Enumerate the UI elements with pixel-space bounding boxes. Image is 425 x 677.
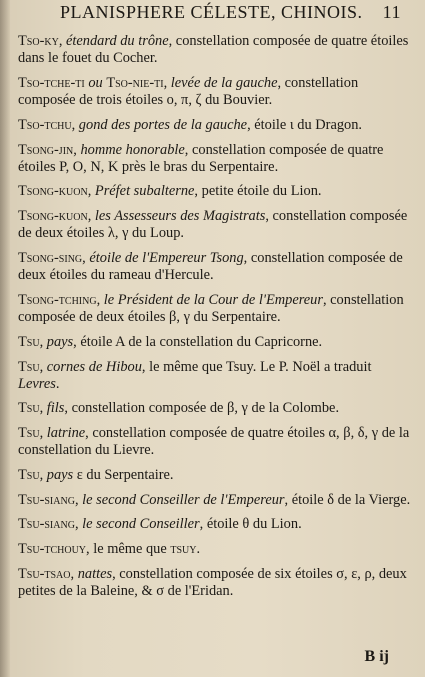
headword: Tsu — [18, 400, 40, 417]
headword: Tsong-sing — [18, 250, 83, 267]
entry: Tso-ky, étendard du trône, constellation composée de quatre étoiles dans le fouet du Cocher. — [18, 33, 409, 67]
translation: pays — [46, 333, 74, 350]
headword: Tsong-tching — [18, 291, 97, 308]
translation: nattes — [77, 565, 113, 582]
translation: levée de la gauche — [170, 74, 278, 91]
translation: gond des portes de la gauche — [78, 116, 248, 133]
entry: Tsu-siang, le second Conseiller de l'Empereur, étoile δ de la Vierge. — [18, 491, 411, 508]
entry: Tsu, fils, constellation composée de β, γ de la Colombe. — [18, 400, 340, 417]
headword: Tsu-siang — [18, 491, 75, 508]
entry: Tso-tchu, gond des portes de la gauche, étoile ι du Dragon. — [18, 116, 363, 133]
headword: Tsong-kuon — [18, 208, 88, 225]
entry: Tsong-sing, étoile de l'Empereur Tsong, constellation composée de deux étoiles du rameau d'Hercule. — [18, 250, 403, 284]
entry: Tsu, pays ε du Serpentaire. — [18, 467, 174, 484]
translation: le second Conseiller — [82, 516, 200, 533]
headword: Tsu — [18, 467, 40, 484]
headword: Tso-ky — [18, 33, 59, 49]
headword: Tsu — [18, 358, 40, 375]
translation: le Président de la Cour de l'Empereur — [103, 291, 323, 308]
running-header — [14, 2, 415, 28]
headword: Tsu — [18, 425, 40, 442]
translation: fils — [46, 400, 65, 417]
entry: Tsu-tchouy, le même que tsuy. — [18, 541, 201, 558]
entry: Tsu, pays, étoile A de la constellation du Capricorne. — [18, 333, 323, 350]
headword: Tsu-tchouy — [18, 541, 87, 558]
translation: étoile de l'Empereur Tsong — [89, 250, 244, 267]
headword: Tsu — [18, 333, 40, 350]
headword: Tso-tchu — [18, 116, 72, 133]
translation: cornes de Hibou — [46, 358, 142, 375]
page-number: 11 — [382, 2, 401, 22]
entry: Tsu-tsao, nattes, constellation composée de six étoiles σ, ε, ρ, deux petites de la Baleine, & σ de l'Eridan. — [18, 565, 407, 600]
entry: Tsong-kuon, Préfet subalterne, petite étoile du Lion. — [18, 183, 322, 200]
entry: Tsu, latrine, constellation composée de quatre étoiles α, β, δ, γ de la constellation du Lievre. — [18, 425, 410, 459]
headword: Tso-tche-ti — [18, 74, 85, 91]
translation: les Assesseurs des Magistrats — [94, 208, 266, 225]
entry-list — [18, 33, 413, 608]
cross-reference: tsuy — [170, 541, 197, 558]
signature-mark: B ij — [364, 648, 389, 665]
translation: Préfet subalterne — [94, 183, 195, 200]
entry: Tsong-tching, le Président de la Cour de l'Empereur, constellation composée de deux étoiles β, γ du Serpentaire. — [18, 291, 404, 326]
translation: homme honorable — [80, 141, 185, 158]
headword: Tsu-siang — [18, 516, 75, 533]
headword: Tsong-jin — [18, 141, 74, 158]
entry: Tsong-jin, homme honorable, constellation composée de quatre étoiles P, O, N, K près le bras du Serpentaire. — [18, 141, 384, 175]
entry: Tsu-siang, le second Conseiller, étoile θ du Lion. — [18, 516, 302, 533]
headword-alt: Tso-nie-ti — [106, 74, 164, 91]
entry: Tsong-kuon, les Assesseurs des Magistrats, constellation composée de deux étoiles λ, γ du Loup. — [18, 208, 408, 242]
entry: Tsu, cornes de Hibou, le même que Tsuy. Le P. Noël a traduit Levres. — [18, 358, 372, 392]
headword: Tsu-tsao — [18, 565, 71, 582]
translation: latrine — [46, 425, 86, 442]
translation: le second Conseiller de l'Empereur — [82, 491, 285, 508]
translation: pays — [46, 467, 74, 484]
header-title: PLANISPHERE CÉLESTE, CHINOIS. — [60, 2, 363, 22]
headword: Tsong-kuon — [18, 183, 88, 200]
entry: Tso-tche-ti ou Tso-nie-ti, levée de la gauche, constellation composée de trois étoiles ο, π, ζ du Bouvier. — [18, 74, 359, 109]
translation: étendard du trône — [66, 33, 169, 49]
